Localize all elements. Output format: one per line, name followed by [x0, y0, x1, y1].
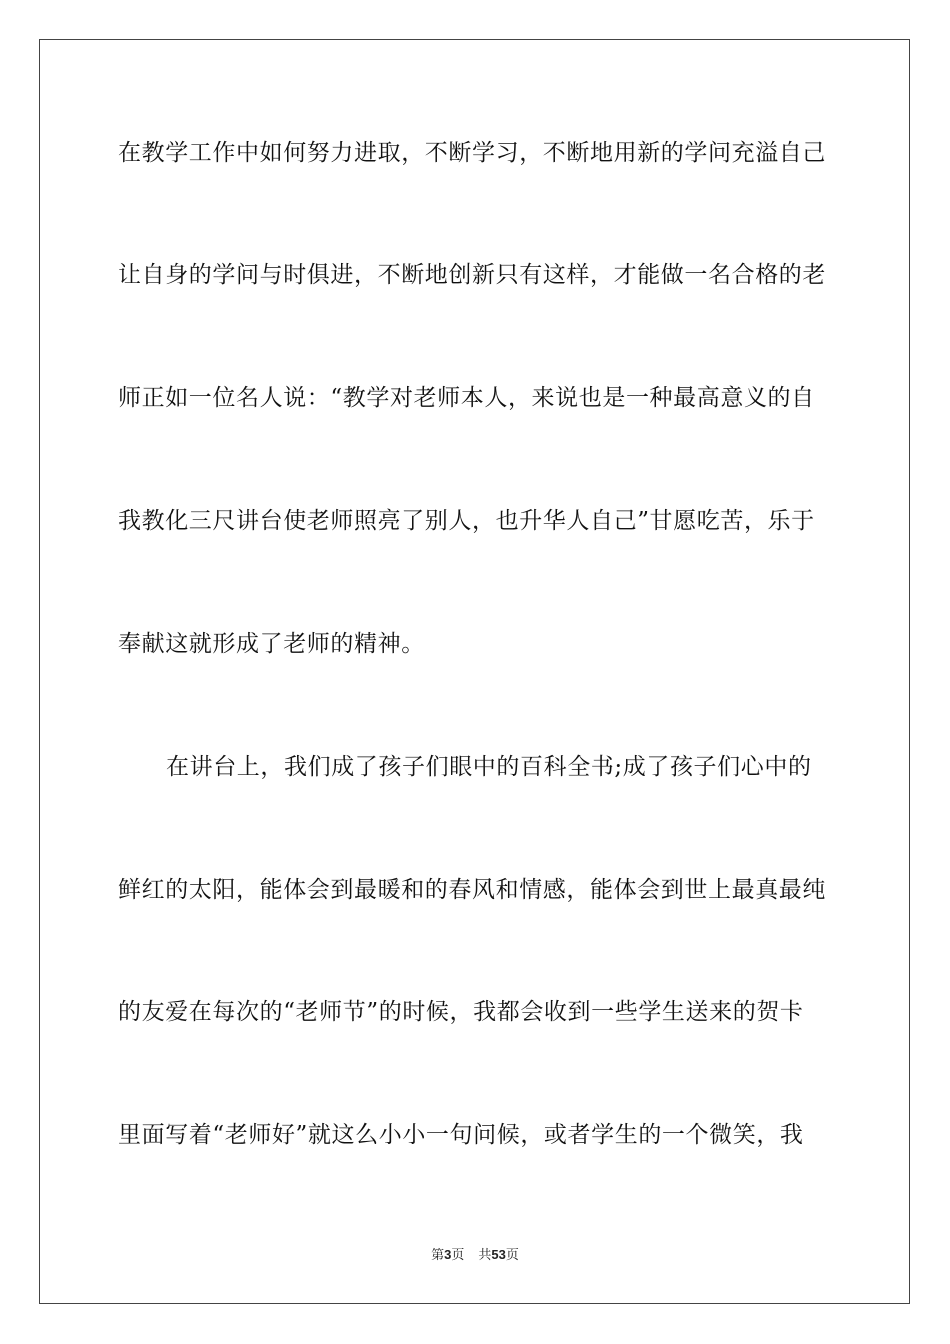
text-line-9: 里面写着“老师好”就这么小小一句问候，或者学生的一个微笑，我 [118, 1122, 804, 1148]
text-line-8: 的友爱在每次的“老师节”的时候，我都会收到一些学生送来的贺卡 [118, 999, 804, 1025]
page-suffix: 页 [451, 1248, 465, 1263]
total-prefix: 共 [478, 1248, 492, 1263]
paragraph-start-line: 在讲台上，我们成了孩子们眼中的百科全书;成了孩子们心中的 [166, 754, 812, 780]
text-line-3: 师正如一位名人说：“教学对老师本人，来说也是一种最高意义的自 [118, 385, 815, 411]
text-line-1: 在教学工作中如何努力进取，不断学习，不断地用新的学问充溢自己 [118, 140, 826, 166]
text-line-4: 我教化三尺讲台使老师照亮了别人，也升华人自己”甘愿吃苦，乐于 [118, 508, 815, 534]
page-number: 3 [444, 1247, 452, 1262]
page-border [39, 39, 910, 1304]
text-line-5: 奉献这就形成了老师的精神。 [118, 631, 425, 657]
page-prefix: 第 [431, 1248, 445, 1263]
page-footer [0, 1246, 950, 1265]
total-suffix: 页 [505, 1248, 519, 1263]
text-line-2: 让自身的学问与时俱进，不断地创新只有这样，才能做一名合格的老 [118, 262, 826, 288]
total-pages: 53 [491, 1247, 506, 1262]
text-line-7: 鲜红的太阳，能体会到最暖和的春风和情感，能体会到世上最真最纯 [118, 877, 826, 903]
